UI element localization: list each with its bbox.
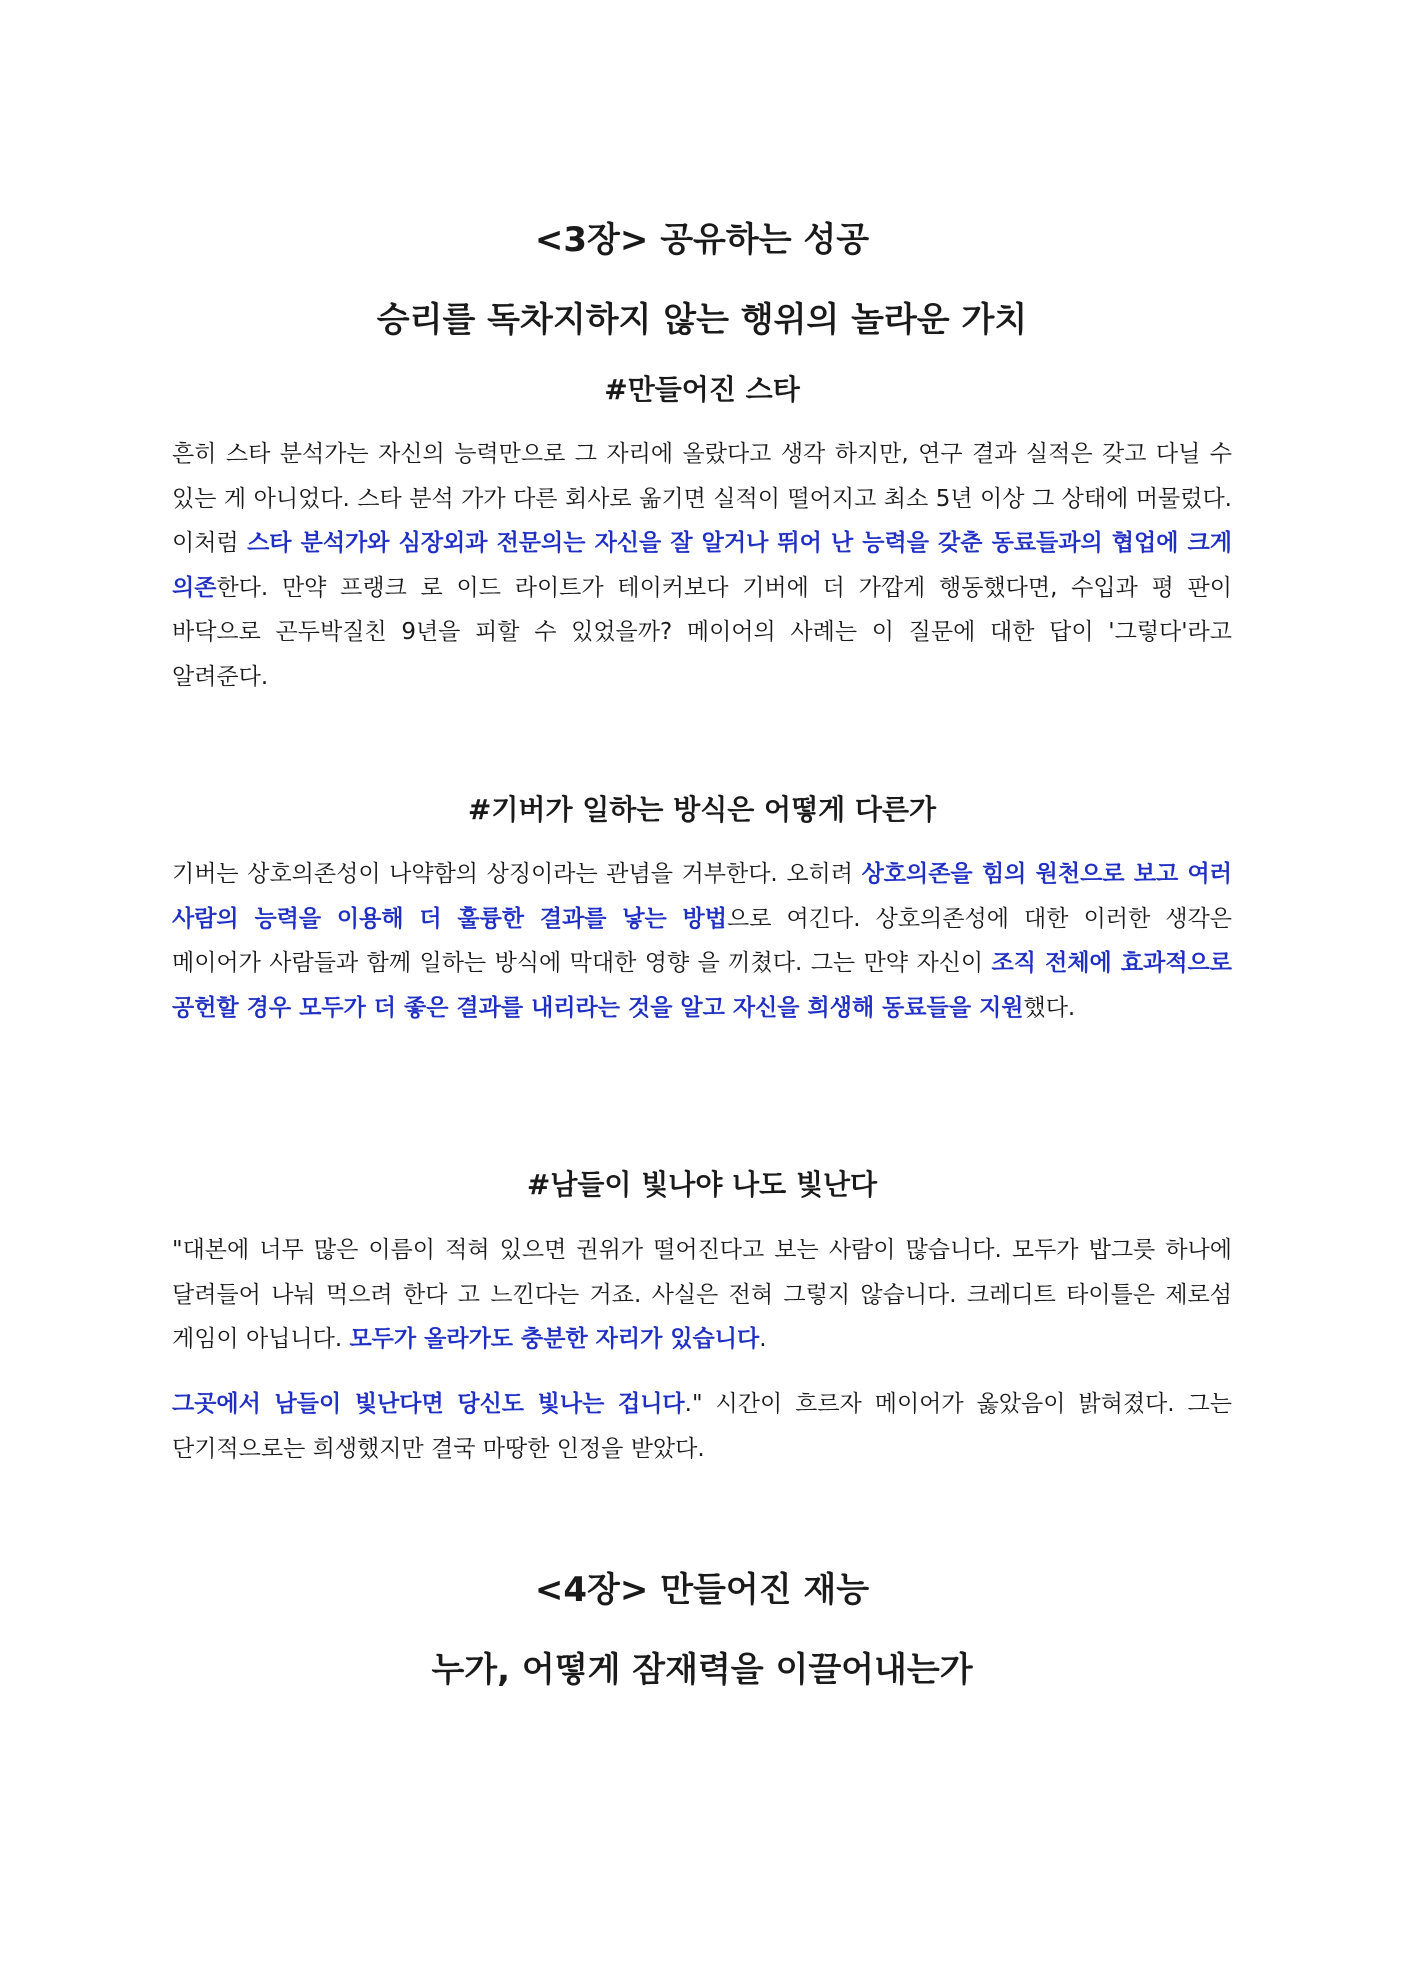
body-text: 흔히 스타 분석가는 자신의 능력만으로 그 자리에 올랐다고 생각 하지만, 연구 결과 실적은 갖고 다닐 수 있는 게 아니었다. 스타 분석 가가 다른 회사로 옮기면 실적이 떨어지고 최소 5년 이상 그 상태에 머물렀다. 이처럼	[172, 441, 1232, 556]
highlighted-text: 상호의존을 힘의 원천으로 보고 여러 사람의 능력을 이용해 더 훌륭한 결과를 낳는 방법	[172, 861, 1232, 932]
highlighted-text: 조직 전체에 효과적으로 공헌할 경우 모두가 더 좋은 결과를 내리라는 것을 알고 자신을 희생해 동료들을 지원	[172, 950, 1232, 1021]
body-text: 기버는 상호의존성이 나약함의 상징이라는 관념을 거부한다. 오히려	[172, 861, 862, 887]
chapter3-subtitle: 승리를 독차지하지 않는 행위의 놀라운 가치	[376, 300, 1028, 340]
body-text: 했다.	[1023, 994, 1076, 1021]
body-text: 으로 여긴다. 상호의존성에 대한 이러한 생각은 메이어가 사람들과 함께 일하는 방식에 막대한 영향 을 끼쳤다. 그는 만약 자신이	[172, 905, 1232, 976]
section-paragraph	[172, 1382, 1232, 1471]
highlighted-text: 스타 분석가와 심장외과 전문의는 자신을 잘 알거나 뛰어 난 능력을 갖춘 동료들과의 협업에 크게 의존	[172, 530, 1232, 601]
body-text: .	[759, 1326, 767, 1352]
chapter3-title: <3장> 공유하는 성공	[534, 220, 870, 260]
highlighted-text: 그곳에서 남들이 빛난다면 당신도 빛나는 겁니다	[172, 1391, 685, 1417]
body-text: "대본에 너무 많은 이름이 적혀 있으면 권위가 떨어진다고 보는 사람이 많습니다. 모두가 밥그릇 하나에 달려들어 나눠 먹으려 한다 고 느낀다는 거죠. 사실은 전혀 그렇지 않습니다. 크레디트 타이틀은 제로섬 게임이 아닙니다.	[172, 1237, 1232, 1352]
section-heading-others-shine: #남들이 빛나야 나도 빛난다	[526, 1168, 878, 1201]
section-heading-giver-way: #기버가 일하는 방식은 어떻게 다른가	[467, 793, 937, 826]
chapter4-title: <4장> 만들어진 재능	[534, 1570, 870, 1610]
section-paragraph	[172, 432, 1232, 699]
highlighted-text: 모두가 올라가도 충분한 자리가 있습니다	[349, 1326, 760, 1352]
section-paragraph	[172, 852, 1232, 1030]
body-text: 한다. 만약 프랭크 로 이드 라이트가 테이커보다 기버에 더 가깝게 행동했다면, 수입과 평 판이 바닥으로 곤두박질친 9년을 피할 수 있었을까? 메이어의 사례는 이 질문에 대한 답이 '그렇다'라고 알려준다.	[172, 574, 1232, 690]
section-heading-made-star: #만들어진 스타	[604, 373, 800, 406]
chapter4-subtitle: 누가, 어떻게 잠재력을 이끌어내는가	[431, 1650, 973, 1690]
body-text: ." 시간이 흐르자 메이어가 옳았음이 밝혀졌다. 그는 단기적으로는 희생했지만 결국 마땅한 인정을 받았다.	[172, 1391, 1232, 1462]
section-paragraph	[172, 1228, 1232, 1362]
